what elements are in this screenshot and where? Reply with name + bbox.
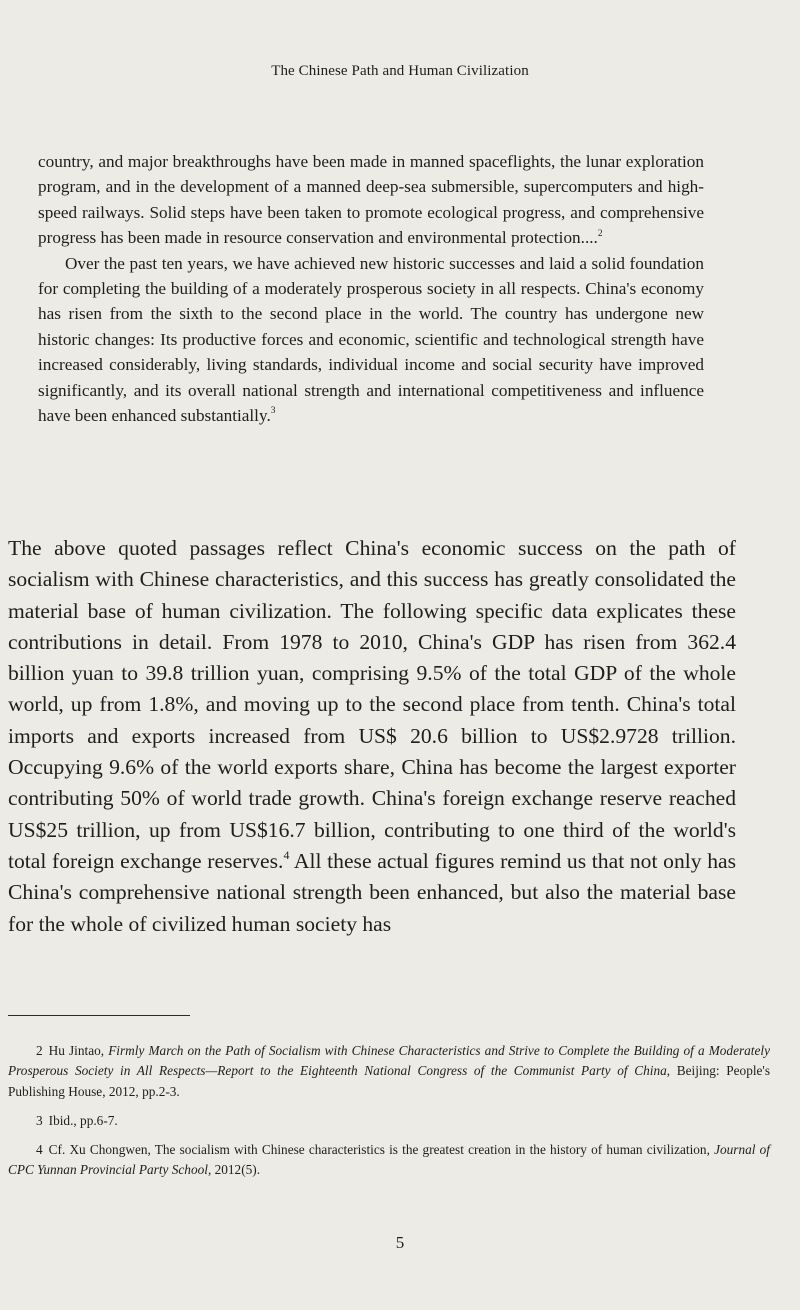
footnote-ref-4[interactable]: 4	[283, 847, 290, 862]
quote-paragraph-1	[38, 149, 704, 251]
footnote-ref-2[interactable]: 2	[597, 228, 603, 239]
body-text-part-2: All these actual figures remind us that not only has China's comprehensive national strength been enhanced, but also the material base for the whole of civilized human society has	[8, 848, 737, 936]
footnote-2	[8, 1041, 770, 1102]
footnote-ref-3[interactable]: 3	[270, 406, 276, 417]
page-number: 5	[395, 1233, 405, 1252]
footnote-author: Hu Jintao,	[48, 1043, 109, 1058]
footnote-number: 3	[36, 1112, 43, 1128]
quote-paragraph-2	[38, 251, 704, 429]
footnote-publication: , 2012(5).	[207, 1162, 261, 1178]
footnote-divider	[8, 1015, 190, 1016]
footnote-title: Firmly March on the Path of Socialism with Chinese Characteristics and Strive to Complete the Building of a Moderately Prosperous Society in All Respects—Report to the Eighteenth National Congress of the Communist Party of China	[8, 1043, 770, 1079]
running-head: The Chinese Path and Human Civilization	[271, 63, 529, 79]
footnote-number: 2	[36, 1043, 43, 1058]
footnote-text: Ibid., pp.6-7.	[48, 1112, 118, 1128]
quote-paragraph-2-text: Over the past ten years, we have achieved new historic successes and laid a solid foundation for completing the building of a moderately prosperous society in all respects. China's economy has risen from the sixth to the second place in the world. The country has undergone new historic changes: Its productive forces and economic, scientific and technological strength have increased considerably, living standards, individual income and social security have improved significantly, and its overall national strength and international competitiveness and influence have been enhanced substantially.	[38, 253, 704, 426]
footnote-4	[8, 1140, 770, 1181]
footnotes	[8, 1041, 770, 1190]
footnote-publication: , Beijing: People's Publishing House, 2012, pp.2-3.	[8, 1063, 771, 1099]
footnote-journal: Journal of CPC Yunnan Provincial Party School	[8, 1142, 770, 1178]
block-quote	[38, 149, 704, 428]
body-text-part-1: The above quoted passages reflect China's economic success on the path of socialism with Chinese characteristics, and this success has greatly consolidated the material base of human civilization. The following specific data explicates these contributions in detail. From 1978 to 2010, China's GDP has risen from 362.4 billion yuan to 39.8 trillion yuan, comprising 9.5% of the total GDP of the whole world, up from 1.8%, and moving up to the second place from tenth. China's total imports and exports increased from US$ 20.6 billion to US$2.9728 trillion. Occupying 9.6% of the world exports share, China has become the largest exporter contributing 50% of world trade growth. China's foreign exchange reserve reached US$25 trillion, up from US$16.7 billion, contributing to one third of the world's total foreign exchange reserves.	[8, 536, 736, 873]
body-paragraph	[8, 533, 736, 940]
footnote-author: Cf. Xu Chongwen, The socialism with Chinese characteristics is the greatest creation in the history of human civilization,	[48, 1142, 715, 1158]
quote-paragraph-1-text: country, and major breakthroughs have been made in manned spaceflights, the lunar exploration program, and in the development of a manned deep-sea submersible, supercomputers and high-speed railways. Solid steps have been taken to promote ecological progress, and comprehensive progress has been made in resource conservation and environmental protection....	[38, 152, 704, 248]
footnote-3	[8, 1111, 770, 1131]
footnote-number: 4	[36, 1142, 43, 1158]
